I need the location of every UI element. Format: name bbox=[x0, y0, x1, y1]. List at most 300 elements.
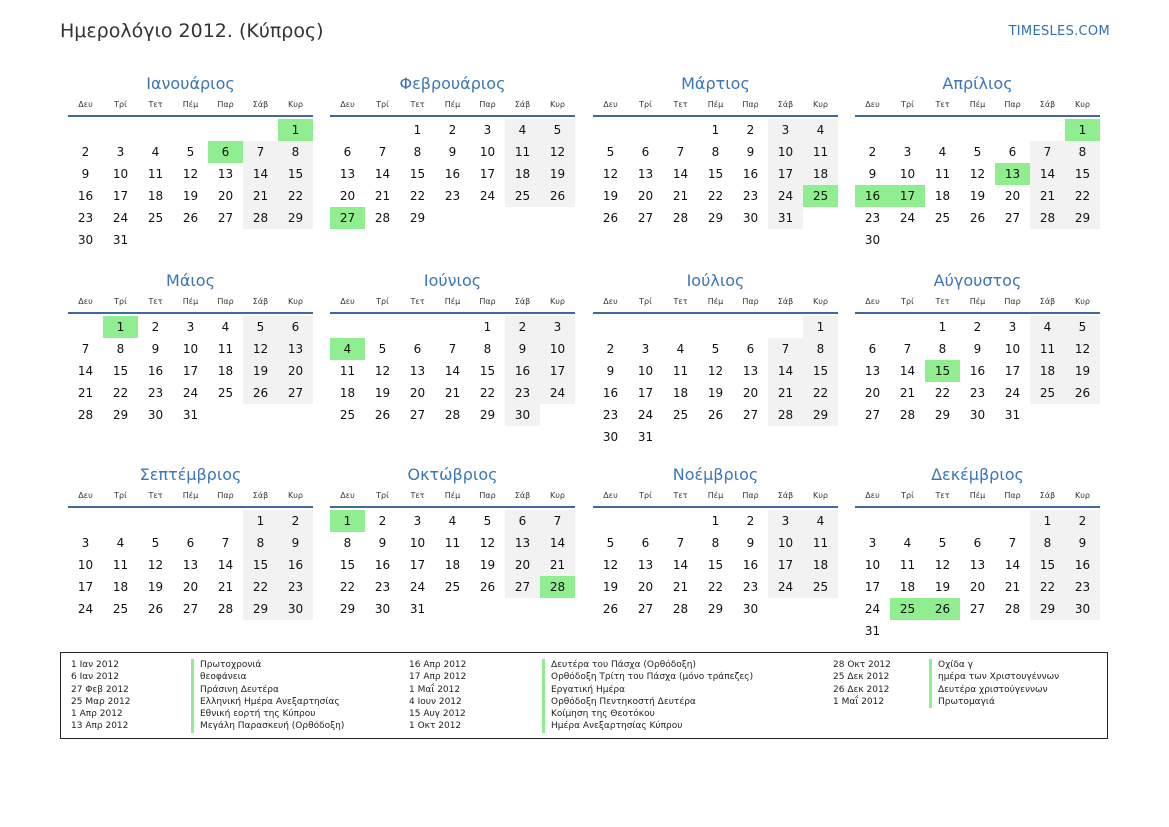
day-cell: 23 bbox=[278, 576, 313, 598]
weekday-label: Τρί bbox=[114, 297, 127, 306]
day-cell: 19 bbox=[182, 189, 199, 203]
day-cell: 25 bbox=[339, 408, 356, 422]
day-cell: 31 bbox=[1004, 408, 1021, 422]
day-cell: 11 bbox=[339, 364, 356, 378]
day-cell: 10 bbox=[540, 338, 575, 360]
legend-date-column bbox=[409, 659, 466, 733]
day-cell: 21 bbox=[540, 554, 575, 576]
legend-holiday-name: Οχίδα γ bbox=[929, 659, 1059, 671]
legend-date-column bbox=[833, 659, 891, 708]
weekday-label: Σάβ bbox=[1039, 297, 1056, 306]
day-cell: 12 bbox=[182, 167, 199, 181]
weekday-label: Δευ bbox=[78, 491, 93, 500]
day-cell: 10 bbox=[182, 342, 199, 356]
weekday-label: Τρί bbox=[901, 491, 914, 500]
day-cell: 16 bbox=[278, 554, 313, 576]
day-cell: 22 bbox=[707, 580, 724, 594]
day-cell: 7 bbox=[903, 342, 912, 356]
legend-holiday-name: Ημέρα Ανεξαρτησίας Κύπρου bbox=[542, 720, 753, 732]
day-cell: 28 bbox=[374, 211, 391, 225]
day-cell: 24 bbox=[77, 602, 94, 616]
holiday-day-cell: 17 bbox=[890, 185, 925, 207]
weekday-header bbox=[68, 97, 313, 117]
month-calendar bbox=[68, 462, 313, 640]
day-cell: 8 bbox=[938, 342, 947, 356]
weekday-label: Δευ bbox=[340, 100, 355, 109]
day-cell: 3 bbox=[116, 145, 125, 159]
day-cell: 24 bbox=[409, 580, 426, 594]
weekday-label: Παρ bbox=[479, 297, 496, 306]
weekday-header bbox=[68, 488, 313, 508]
weekday-label: Δευ bbox=[865, 491, 880, 500]
day-cell: 17 bbox=[479, 167, 496, 181]
day-cell: 29 bbox=[934, 408, 951, 422]
month-name: Μάιος bbox=[166, 271, 215, 290]
day-cell: 25 bbox=[444, 580, 461, 594]
day-cell: 11 bbox=[1030, 338, 1065, 360]
day-cell: 23 bbox=[742, 580, 759, 594]
holiday-day-cell: 28 bbox=[540, 576, 575, 598]
day-cell: 1 bbox=[483, 320, 492, 334]
weekday-label: Κυρ bbox=[1075, 297, 1090, 306]
day-cell: 6 bbox=[641, 536, 650, 550]
month-calendar bbox=[330, 71, 575, 249]
weekday-label: Τετ bbox=[673, 297, 688, 306]
day-grid bbox=[593, 117, 838, 249]
day-cell: 28 bbox=[899, 408, 916, 422]
day-cell: 3 bbox=[1008, 320, 1017, 334]
day-cell: 5 bbox=[1065, 316, 1100, 338]
day-cell: 12 bbox=[243, 338, 278, 360]
day-cell: 27 bbox=[217, 211, 234, 225]
day-cell: 15 bbox=[409, 167, 426, 181]
day-cell: 28 bbox=[1004, 602, 1021, 616]
day-cell: 20 bbox=[864, 386, 881, 400]
weekday-label: Σάβ bbox=[252, 297, 269, 306]
day-cell: 30 bbox=[969, 408, 986, 422]
day-cell: 18 bbox=[444, 558, 461, 572]
weekday-label: Πέμ bbox=[182, 100, 199, 109]
day-cell: 26 bbox=[479, 580, 496, 594]
holiday-day-cell: 1 bbox=[278, 119, 313, 141]
day-cell: 20 bbox=[742, 386, 759, 400]
day-cell: 22 bbox=[1065, 185, 1100, 207]
weekday-label: Σάβ bbox=[514, 491, 531, 500]
day-cell: 4 bbox=[803, 119, 838, 141]
legend-name-column bbox=[191, 659, 344, 733]
weekday-label: Κυρ bbox=[813, 100, 828, 109]
day-cell: 14 bbox=[540, 532, 575, 554]
day-grid bbox=[330, 508, 575, 640]
day-cell: 30 bbox=[1065, 598, 1100, 620]
day-cell: 16 bbox=[505, 360, 540, 382]
day-cell: 2 bbox=[1065, 510, 1100, 532]
weekday-label: Τρί bbox=[114, 491, 127, 500]
month-calendar bbox=[855, 462, 1100, 640]
day-cell: 24 bbox=[768, 576, 803, 598]
legend-holiday-name: Μεγάλη Παρασκευή (Ορθόδοξη) bbox=[191, 720, 344, 732]
day-cell: 2 bbox=[278, 510, 313, 532]
day-cell: 20 bbox=[217, 189, 234, 203]
day-cell: 4 bbox=[803, 510, 838, 532]
day-cell: 18 bbox=[803, 554, 838, 576]
day-cell: 12 bbox=[479, 536, 496, 550]
weekday-label: Δευ bbox=[603, 491, 618, 500]
day-cell: 10 bbox=[77, 558, 94, 572]
day-cell: 1 bbox=[711, 514, 720, 528]
day-cell: 13 bbox=[182, 558, 199, 572]
day-cell: 8 bbox=[116, 342, 125, 356]
day-cell: 22 bbox=[278, 185, 313, 207]
day-cell: 3 bbox=[903, 145, 912, 159]
day-cell: 6 bbox=[413, 342, 422, 356]
legend-date: 15 Αυγ 2012 bbox=[409, 709, 466, 720]
day-cell: 26 bbox=[243, 382, 278, 404]
day-grid bbox=[855, 314, 1100, 446]
day-cell: 18 bbox=[217, 364, 234, 378]
legend-date: 16 Απρ 2012 bbox=[409, 660, 467, 670]
day-cell: 30 bbox=[505, 404, 540, 426]
day-cell: 20 bbox=[505, 554, 540, 576]
weekday-label: Δευ bbox=[865, 100, 880, 109]
day-cell: 17 bbox=[1004, 364, 1021, 378]
day-cell: 25 bbox=[217, 386, 234, 400]
day-cell: 4 bbox=[1030, 316, 1065, 338]
weekday-label: Παρ bbox=[217, 100, 234, 109]
weekday-label: Τρί bbox=[376, 491, 389, 500]
day-cell: 19 bbox=[602, 189, 619, 203]
legend-holiday-name: ημέρα των Χριστουγέννων bbox=[929, 671, 1059, 683]
day-cell: 22 bbox=[243, 576, 278, 598]
day-cell: 18 bbox=[505, 163, 540, 185]
day-cell: 30 bbox=[742, 602, 759, 616]
day-cell: 18 bbox=[1030, 360, 1065, 382]
day-cell: 31 bbox=[409, 602, 426, 616]
day-cell: 18 bbox=[147, 189, 164, 203]
legend-date: 1 Μαΐ 2012 bbox=[409, 684, 461, 695]
day-cell: 1 bbox=[711, 123, 720, 137]
weekday-label: Κυρ bbox=[550, 100, 565, 109]
day-cell: 8 bbox=[278, 141, 313, 163]
weekday-label: Δευ bbox=[603, 297, 618, 306]
day-cell: 17 bbox=[540, 360, 575, 382]
legend-holiday-name: Πρωτομαγιά bbox=[929, 696, 1059, 708]
day-cell: 15 bbox=[1065, 163, 1100, 185]
day-cell: 22 bbox=[479, 386, 496, 400]
day-cell: 6 bbox=[973, 536, 982, 550]
day-cell: 4 bbox=[505, 119, 540, 141]
month-calendar bbox=[330, 268, 575, 446]
day-cell: 16 bbox=[1065, 554, 1100, 576]
month-name: Αύγουστος bbox=[933, 271, 1022, 290]
day-cell: 25 bbox=[147, 211, 164, 225]
day-cell: 27 bbox=[969, 602, 986, 616]
day-grid bbox=[330, 314, 575, 446]
day-cell: 11 bbox=[112, 558, 129, 572]
day-cell: 12 bbox=[374, 364, 391, 378]
day-cell: 3 bbox=[413, 514, 422, 528]
day-cell: 27 bbox=[278, 382, 313, 404]
legend-date: 6 Ιαν 2012 bbox=[71, 672, 119, 683]
legend-holiday-name: θεοφάνεια bbox=[191, 671, 344, 683]
day-cell: 23 bbox=[77, 211, 94, 225]
day-grid bbox=[593, 508, 838, 640]
day-cell: 20 bbox=[637, 189, 654, 203]
day-cell: 3 bbox=[641, 342, 650, 356]
day-cell: 17 bbox=[77, 580, 94, 594]
day-cell: 27 bbox=[1004, 211, 1021, 225]
day-cell: 2 bbox=[868, 145, 877, 159]
weekday-label: Παρ bbox=[217, 297, 234, 306]
day-cell: 21 bbox=[1030, 185, 1065, 207]
day-cell: 10 bbox=[768, 141, 803, 163]
legend-date: 28 Οκτ 2012 bbox=[833, 660, 891, 670]
month-name: Σεπτέμβριος bbox=[139, 465, 242, 484]
day-cell: 14 bbox=[243, 163, 278, 185]
day-cell: 6 bbox=[505, 510, 540, 532]
day-cell: 9 bbox=[606, 364, 615, 378]
day-cell: 6 bbox=[278, 316, 313, 338]
day-cell: 2 bbox=[746, 123, 755, 137]
weekday-label: Σάβ bbox=[514, 100, 531, 109]
holiday-day-cell: 13 bbox=[995, 163, 1030, 185]
month-name: Φεβρουάριος bbox=[399, 74, 506, 93]
day-cell: 19 bbox=[1065, 360, 1100, 382]
weekday-header bbox=[855, 97, 1100, 117]
month-calendar bbox=[593, 71, 838, 249]
weekday-label: Δευ bbox=[78, 100, 93, 109]
day-cell: 22 bbox=[1030, 576, 1065, 598]
day-cell: 21 bbox=[243, 185, 278, 207]
day-cell: 22 bbox=[803, 382, 838, 404]
legend-holiday-name: Δευτέρα χριστούγεννων bbox=[929, 684, 1059, 696]
weekday-header bbox=[593, 488, 838, 508]
day-cell: 29 bbox=[707, 602, 724, 616]
weekday-label: Κυρ bbox=[288, 491, 303, 500]
day-cell: 28 bbox=[672, 211, 689, 225]
day-cell: 26 bbox=[374, 408, 391, 422]
day-cell: 28 bbox=[217, 602, 234, 616]
day-cell: 5 bbox=[186, 145, 195, 159]
day-cell: 19 bbox=[707, 386, 724, 400]
day-cell: 30 bbox=[864, 233, 881, 247]
day-cell: 29 bbox=[1030, 598, 1065, 620]
day-cell: 27 bbox=[864, 408, 881, 422]
day-cell: 7 bbox=[676, 145, 685, 159]
day-cell: 10 bbox=[1004, 342, 1021, 356]
day-cell: 14 bbox=[217, 558, 234, 572]
legend-holiday-name: Ορθόδοξη Πεντηκοστή Δευτέρα bbox=[542, 696, 753, 708]
day-cell: 5 bbox=[540, 119, 575, 141]
day-cell: 12 bbox=[969, 167, 986, 181]
day-cell: 7 bbox=[1030, 141, 1065, 163]
weekday-label: Τρί bbox=[901, 100, 914, 109]
day-cell: 9 bbox=[448, 145, 457, 159]
day-cell: 2 bbox=[448, 123, 457, 137]
day-cell: 30 bbox=[374, 602, 391, 616]
day-cell: 10 bbox=[768, 532, 803, 554]
day-cell: 8 bbox=[343, 536, 352, 550]
day-cell: 24 bbox=[479, 189, 496, 203]
legend-date: 1 Οκτ 2012 bbox=[409, 721, 462, 732]
legend-holiday-name: Πρωτοχρονιά bbox=[191, 659, 344, 671]
day-cell: 23 bbox=[147, 386, 164, 400]
weekday-label: Κυρ bbox=[288, 100, 303, 109]
day-cell: 21 bbox=[217, 580, 234, 594]
day-cell: 11 bbox=[899, 558, 916, 572]
weekday-label: Τρί bbox=[376, 297, 389, 306]
day-cell: 14 bbox=[374, 167, 391, 181]
weekday-label: Τρί bbox=[376, 100, 389, 109]
day-cell: 5 bbox=[606, 145, 615, 159]
day-cell: 16 bbox=[374, 558, 391, 572]
day-cell: 9 bbox=[1065, 532, 1100, 554]
day-cell: 6 bbox=[1008, 145, 1017, 159]
day-cell: 9 bbox=[973, 342, 982, 356]
weekday-label: Τετ bbox=[935, 100, 950, 109]
month-calendar bbox=[68, 71, 313, 249]
day-cell: 25 bbox=[934, 211, 951, 225]
weekday-header bbox=[330, 294, 575, 314]
day-cell: 18 bbox=[899, 580, 916, 594]
weekday-header bbox=[855, 294, 1100, 314]
day-cell: 23 bbox=[505, 382, 540, 404]
weekday-label: Παρ bbox=[479, 491, 496, 500]
day-cell: 8 bbox=[413, 145, 422, 159]
weekday-label: Τετ bbox=[673, 100, 688, 109]
day-cell: 26 bbox=[602, 211, 619, 225]
weekday-label: Παρ bbox=[479, 100, 496, 109]
day-cell: 2 bbox=[151, 320, 160, 334]
site-link[interactable]: TIMESLES.COM bbox=[1008, 24, 1110, 39]
day-cell: 18 bbox=[339, 386, 356, 400]
day-cell: 14 bbox=[444, 364, 461, 378]
day-cell: 28 bbox=[77, 408, 94, 422]
day-cell: 19 bbox=[602, 580, 619, 594]
weekday-label: Κυρ bbox=[813, 297, 828, 306]
day-cell: 22 bbox=[112, 386, 129, 400]
day-cell: 30 bbox=[602, 430, 619, 444]
weekday-label: Τρί bbox=[901, 297, 914, 306]
day-cell: 24 bbox=[768, 185, 803, 207]
day-cell: 31 bbox=[864, 624, 881, 638]
day-cell: 12 bbox=[147, 558, 164, 572]
holiday-day-cell: 1 bbox=[330, 510, 365, 532]
day-cell: 7 bbox=[1008, 536, 1017, 550]
day-cell: 5 bbox=[973, 145, 982, 159]
day-cell: 7 bbox=[378, 145, 387, 159]
day-cell: 2 bbox=[606, 342, 615, 356]
day-cell: 15 bbox=[803, 360, 838, 382]
day-cell: 4 bbox=[903, 536, 912, 550]
weekday-label: Τρί bbox=[639, 491, 652, 500]
month-name: Ιούνιος bbox=[423, 271, 482, 290]
day-cell: 13 bbox=[637, 167, 654, 181]
day-cell: 28 bbox=[243, 207, 278, 229]
day-cell: 9 bbox=[151, 342, 160, 356]
day-cell: 9 bbox=[378, 536, 387, 550]
weekday-header bbox=[855, 488, 1100, 508]
weekday-label: Σάβ bbox=[1039, 491, 1056, 500]
weekday-label: Τετ bbox=[148, 100, 163, 109]
day-cell: 21 bbox=[77, 386, 94, 400]
day-cell: 24 bbox=[899, 211, 916, 225]
weekday-label: Πέμ bbox=[707, 100, 724, 109]
day-cell: 20 bbox=[409, 386, 426, 400]
weekday-label: Πέμ bbox=[182, 297, 199, 306]
day-cell: 7 bbox=[243, 141, 278, 163]
weekday-label: Κυρ bbox=[813, 491, 828, 500]
day-cell: 15 bbox=[479, 364, 496, 378]
day-cell: 17 bbox=[637, 386, 654, 400]
day-cell: 20 bbox=[339, 189, 356, 203]
day-cell: 17 bbox=[768, 163, 803, 185]
day-cell: 29 bbox=[1065, 207, 1100, 229]
day-cell: 15 bbox=[243, 554, 278, 576]
weekday-label: Πέμ bbox=[969, 491, 986, 500]
day-cell: 14 bbox=[77, 364, 94, 378]
day-cell: 7 bbox=[768, 338, 803, 360]
holiday-day-cell: 26 bbox=[925, 598, 960, 620]
day-cell: 9 bbox=[868, 167, 877, 181]
day-cell: 19 bbox=[243, 360, 278, 382]
day-cell: 26 bbox=[540, 185, 575, 207]
day-cell: 28 bbox=[672, 602, 689, 616]
day-cell: 4 bbox=[151, 145, 160, 159]
month-calendar bbox=[593, 462, 838, 640]
weekday-label: Τετ bbox=[410, 491, 425, 500]
day-cell: 27 bbox=[409, 408, 426, 422]
weekday-label: Τετ bbox=[935, 491, 950, 500]
legend-holiday-name: Πράσινη Δευτέρα bbox=[191, 684, 344, 696]
day-cell: 13 bbox=[864, 364, 881, 378]
day-cell: 19 bbox=[479, 558, 496, 572]
weekday-label: Δευ bbox=[865, 297, 880, 306]
day-cell: 31 bbox=[182, 408, 199, 422]
day-cell: 16 bbox=[77, 189, 94, 203]
day-cell: 6 bbox=[186, 536, 195, 550]
weekday-label: Πέμ bbox=[969, 100, 986, 109]
day-cell: 28 bbox=[768, 404, 803, 426]
day-cell: 10 bbox=[864, 558, 881, 572]
weekday-label: Τετ bbox=[410, 100, 425, 109]
day-cell: 21 bbox=[1004, 580, 1021, 594]
day-cell: 27 bbox=[637, 211, 654, 225]
day-cell: 16 bbox=[969, 364, 986, 378]
weekday-label: Πέμ bbox=[707, 297, 724, 306]
day-cell: 12 bbox=[602, 558, 619, 572]
legend-date: 17 Απρ 2012 bbox=[409, 672, 467, 683]
month-name: Οκτώβριος bbox=[407, 465, 498, 484]
day-cell: 3 bbox=[186, 320, 195, 334]
day-cell: 16 bbox=[742, 167, 759, 181]
day-cell: 5 bbox=[606, 536, 615, 550]
day-cell: 26 bbox=[602, 602, 619, 616]
day-cell: 23 bbox=[602, 408, 619, 422]
day-cell: 17 bbox=[864, 580, 881, 594]
weekday-label: Παρ bbox=[1004, 491, 1021, 500]
day-cell: 13 bbox=[742, 364, 759, 378]
day-cell: 20 bbox=[1004, 189, 1021, 203]
month-name: Μάρτιος bbox=[681, 74, 750, 93]
weekday-label: Σάβ bbox=[252, 100, 269, 109]
day-cell: 10 bbox=[899, 167, 916, 181]
holiday-day-cell: 15 bbox=[925, 360, 960, 382]
day-cell: 30 bbox=[77, 233, 94, 247]
day-cell: 9 bbox=[746, 145, 755, 159]
day-cell: 1 bbox=[803, 316, 838, 338]
weekday-label: Τρί bbox=[639, 100, 652, 109]
